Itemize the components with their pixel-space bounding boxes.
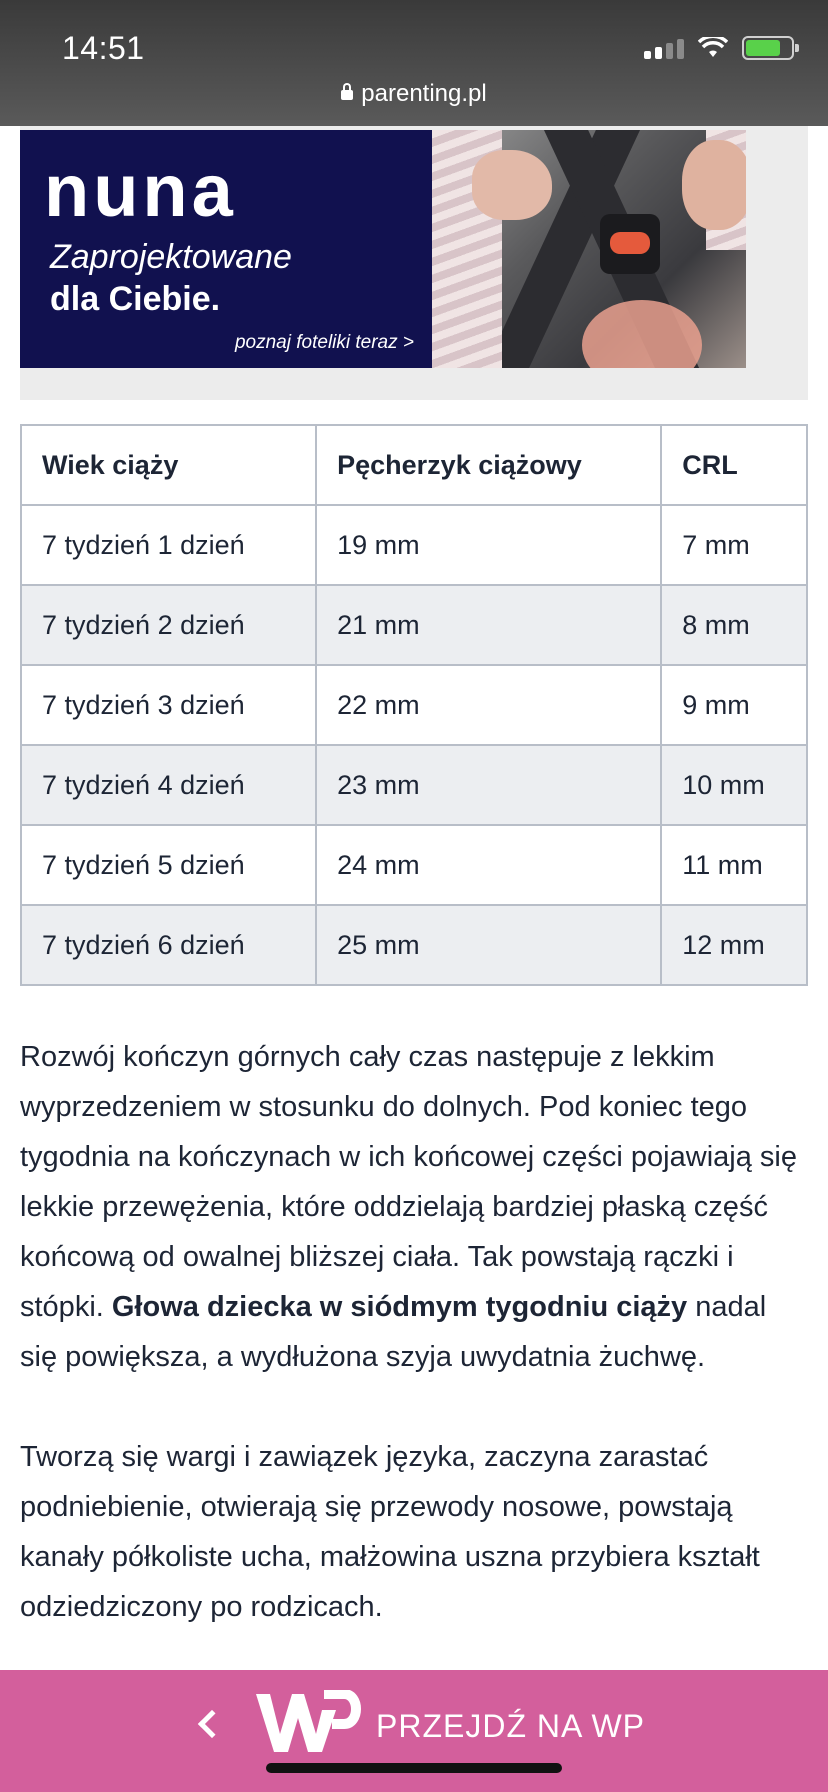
article-body [20,1032,810,1682]
browser-top-bar [0,0,828,126]
table-cell: 7 tydzień 4 dzień [21,745,316,825]
table-cell: 23 mm [316,745,661,825]
column-header-crl: CRL [661,425,807,505]
table-row [21,745,807,825]
home-indicator[interactable] [266,1763,562,1773]
table-header-row [21,425,807,505]
table-cell: 9 mm [661,665,807,745]
address-bar[interactable] [0,80,828,108]
table-row [21,665,807,745]
article-paragraph: Tworzą się wargi i zawiązek języka, zaczyna zarastać podniebienie, otwierają się przewody nosowe, powstają kanały półkoliste ucha, małżowina uszna przybiera kształt odziedziczony po rodzicach. [20,1441,760,1623]
paragraph-bold-text: Głowa dziecka w siódmym tygodniu ciąży [111,1291,688,1323]
table-cell: 24 mm [316,825,661,905]
table-row [21,825,807,905]
ad-headline-line1: Zaprojektowane [50,238,292,276]
table-cell: 19 mm [316,505,661,585]
paragraph-text: Rozwój kończyn górnych cały czas następuje z lekkim wyprzedzeniem w stosunku do dolnych. Pod koniec tego tygodnia na kończynach w ich końcowej części pojawiają się lekkie przewężenia, które oddzielają bardziej płaską część końcową od owalnej bliższej ciała. Tak powstają rączki i stópki. [20,1041,797,1323]
wifi-icon [698,37,728,59]
wp-bottom-bar[interactable] [0,1670,828,1792]
ad-banner[interactable] [20,130,746,368]
url-text: parenting.pl [361,80,487,107]
column-header-age: Wiek ciąży [21,425,316,505]
table-cell: 7 tydzień 2 dzień [21,585,316,665]
table-cell: 10 mm [661,745,807,825]
wp-logo-icon [252,1690,362,1754]
table-cell: 7 mm [661,505,807,585]
ad-text-panel [20,130,432,368]
go-to-wp-label[interactable]: PRZEJDŹ NA WP [376,1708,646,1744]
ad-headline-line2: dla Ciebie. [50,280,221,318]
table-row [21,505,807,585]
ad-container [20,126,808,400]
table-cell: 7 tydzień 6 dzień [21,905,316,985]
table-cell: 11 mm [661,825,807,905]
paragraph-text: nadal się powiększa, a wydłużona szyja uwydatnia żuchwę. [20,1291,767,1373]
chevron-left-icon[interactable] [198,1710,226,1738]
ad-headline [50,236,292,320]
table-cell: 7 tydzień 1 dzień [21,505,316,585]
table-cell: 7 tydzień 5 dzień [21,825,316,905]
table-cell: 25 mm [316,905,661,985]
table-cell: 21 mm [316,585,661,665]
ad-brand-logo: nuna [44,149,237,232]
signal-icon [644,37,684,59]
table-cell: 7 tydzień 3 dzień [21,665,316,745]
table-cell: 8 mm [661,585,807,665]
buckle-image [600,214,660,274]
status-icons [644,36,794,60]
article-paragraph [20,1032,810,1382]
ad-photo [432,130,746,368]
pregnancy-week-table [20,424,808,986]
table-row [21,585,807,665]
battery-charging-icon [742,36,794,60]
table-row [21,905,807,985]
table-cell: 22 mm [316,665,661,745]
ad-cta-link[interactable]: poznaj foteliki teraz > [234,332,414,353]
column-header-sac: Pęcherzyk ciążowy [316,425,661,505]
table-cell: 12 mm [661,905,807,985]
status-time: 14:51 [62,30,145,66]
lock-icon [341,90,353,100]
